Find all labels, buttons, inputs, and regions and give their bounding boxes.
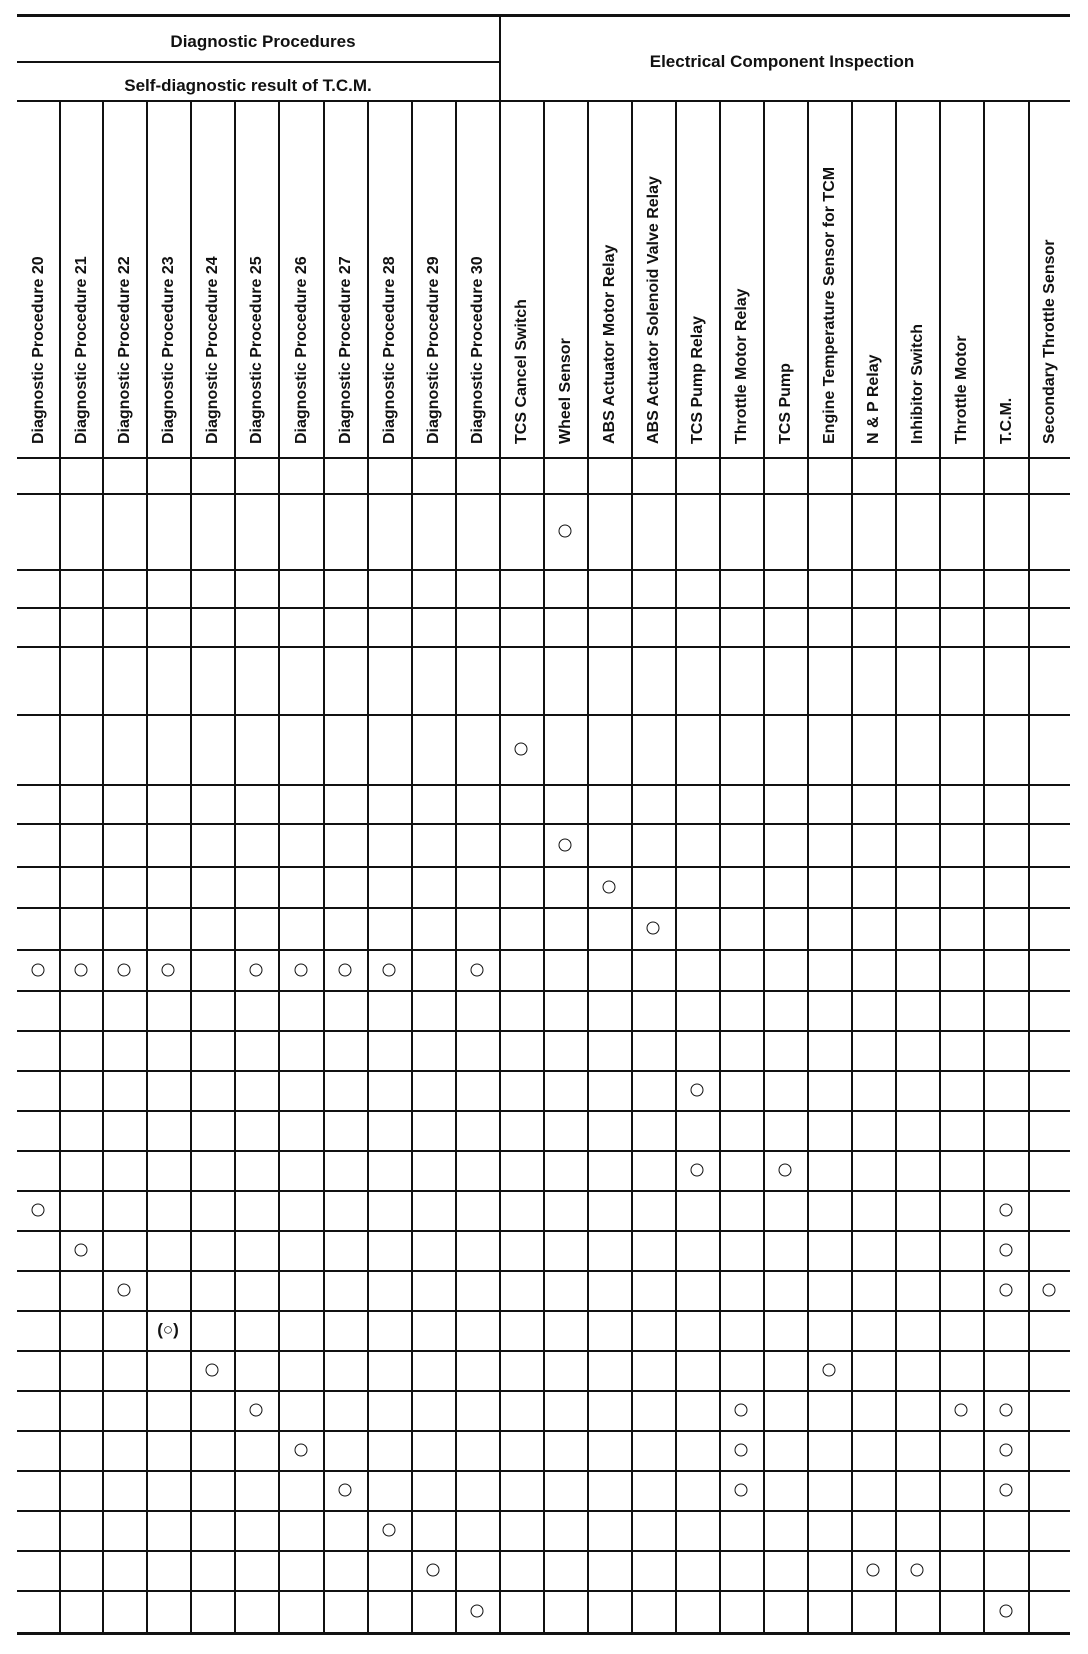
column-header: Throttle Motor <box>952 335 970 444</box>
top-rule <box>17 14 1070 17</box>
check-mark <box>294 1444 307 1457</box>
check-mark <box>955 1404 968 1417</box>
check-mark <box>162 963 175 976</box>
check-mark <box>999 1204 1012 1217</box>
check-mark <box>250 1404 263 1417</box>
check-mark <box>735 1484 748 1497</box>
column-rule <box>411 100 413 1632</box>
check-mark <box>911 1564 924 1577</box>
check-mark <box>559 525 572 538</box>
column-rule <box>367 100 369 1632</box>
check-mark <box>735 1444 748 1457</box>
column-header: ABS Actuator Motor Relay <box>600 244 618 444</box>
column-rule <box>190 100 192 1632</box>
group-title-electrical-component-inspection: Electrical Component Inspection <box>649 52 915 71</box>
conditional-check-mark: (○) <box>157 1320 179 1339</box>
check-mark <box>471 963 484 976</box>
check-mark <box>735 1404 748 1417</box>
check-mark <box>779 1164 792 1177</box>
check-mark <box>383 963 396 976</box>
column-rule <box>631 100 633 1632</box>
column-header: Diagnostic Procedure 24 <box>203 256 221 444</box>
check-mark <box>867 1564 880 1577</box>
check-mark <box>999 1244 1012 1257</box>
column-rule <box>983 100 985 1632</box>
column-header: Diagnostic Procedure 28 <box>380 256 398 444</box>
check-mark <box>603 880 616 893</box>
check-mark <box>559 838 572 851</box>
column-header: Wheel Sensor <box>556 338 574 444</box>
column-rule <box>455 100 457 1632</box>
check-mark <box>999 1404 1012 1417</box>
check-mark <box>647 922 660 935</box>
check-mark <box>74 1244 87 1257</box>
column-header: Engine Temperature Sensor for TCM <box>820 166 838 444</box>
check-mark <box>206 1364 219 1377</box>
check-mark <box>691 1164 704 1177</box>
check-mark <box>74 963 87 976</box>
column-header: TCS Pump Relay <box>688 315 706 444</box>
column-header: Diagnostic Procedure 27 <box>336 256 354 444</box>
header-rule <box>17 61 499 63</box>
column-rule <box>543 100 545 1632</box>
check-mark <box>118 963 131 976</box>
column-rule <box>59 100 61 1632</box>
column-rule <box>763 100 765 1632</box>
column-rule <box>895 100 897 1632</box>
check-mark <box>32 963 45 976</box>
column-rule <box>587 100 589 1632</box>
column-rule <box>234 100 236 1632</box>
group-subtitle-self-diagnostic-result: Self-diagnostic result of T.C.M. <box>124 76 372 95</box>
column-rule <box>323 100 325 1632</box>
column-header: Throttle Motor Relay <box>732 288 750 444</box>
check-mark <box>250 963 263 976</box>
column-header: TCS Pump <box>776 363 794 444</box>
column-header: T.C.M. <box>997 397 1014 444</box>
column-header: Diagnostic Procedure 20 <box>29 256 47 444</box>
check-mark <box>999 1484 1012 1497</box>
column-header: TCS Cancel Switch <box>512 299 530 444</box>
check-mark <box>999 1605 1012 1618</box>
column-header: Diagnostic Procedure 25 <box>247 256 265 444</box>
check-mark <box>1043 1284 1056 1297</box>
check-mark <box>427 1564 440 1577</box>
check-mark <box>471 1605 484 1618</box>
column-rule <box>1028 100 1030 1632</box>
column-rule <box>675 100 677 1632</box>
column-header: Diagnostic Procedure 29 <box>424 256 442 444</box>
column-header: Diagnostic Procedure 22 <box>115 256 133 444</box>
check-mark <box>339 1484 352 1497</box>
check-mark <box>999 1444 1012 1457</box>
check-mark <box>294 963 307 976</box>
check-mark <box>339 963 352 976</box>
column-rule <box>102 100 104 1632</box>
check-mark <box>823 1364 836 1377</box>
column-header: Secondary Throttle Sensor <box>1040 239 1058 444</box>
column-rule <box>146 100 148 1632</box>
column-header: ABS Actuator Solenoid Valve Relay <box>644 176 662 444</box>
column-header: Diagnostic Procedure 30 <box>468 256 486 444</box>
row-rule <box>17 1632 1070 1635</box>
column-rule <box>807 100 809 1632</box>
check-mark <box>32 1204 45 1217</box>
column-rule <box>278 100 280 1632</box>
column-header: Diagnostic Procedure 23 <box>159 256 177 444</box>
group-title-diagnostic-procedures: Diagnostic Procedures <box>170 32 356 51</box>
column-rule <box>939 100 941 1632</box>
check-mark <box>118 1284 131 1297</box>
column-header: N & P Relay <box>864 354 882 444</box>
check-mark <box>383 1524 396 1537</box>
column-rule <box>719 100 721 1632</box>
column-rule <box>499 100 501 1632</box>
column-rule <box>851 100 853 1632</box>
check-mark <box>999 1284 1012 1297</box>
column-header: Diagnostic Procedure 21 <box>72 256 89 444</box>
check-mark <box>691 1084 704 1097</box>
column-header: Inhibitor Switch <box>908 324 926 444</box>
column-header: Diagnostic Procedure 26 <box>292 256 309 444</box>
header-divider <box>499 14 501 100</box>
check-mark <box>515 743 528 756</box>
